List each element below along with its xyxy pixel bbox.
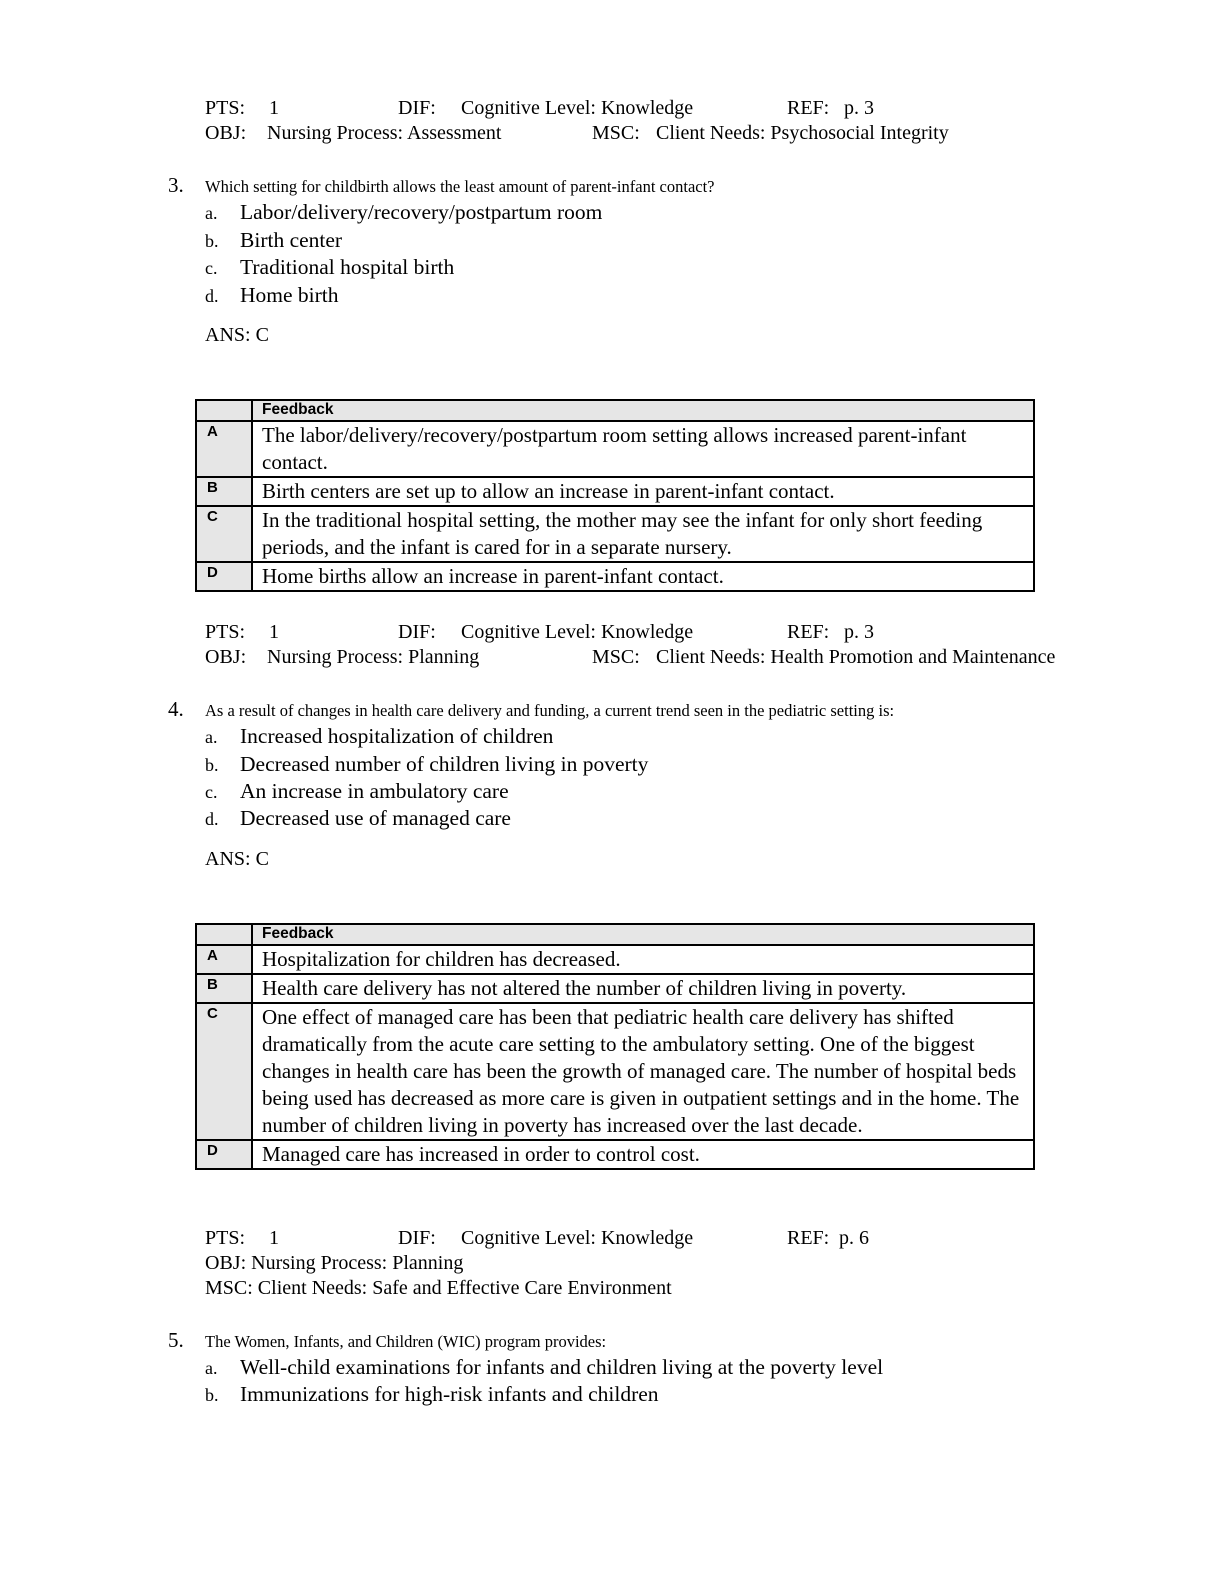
option-letter: a. bbox=[205, 1358, 218, 1378]
feedback-row bbox=[196, 421, 1034, 477]
q4-option-b bbox=[205, 752, 648, 777]
option-letter: b. bbox=[205, 231, 219, 251]
pts-value: 1 bbox=[269, 621, 279, 643]
feedback-key: D bbox=[196, 1140, 252, 1169]
feedback-row bbox=[196, 1003, 1034, 1140]
q2-meta-row-1 bbox=[205, 96, 874, 121]
msc-label: MSC: bbox=[592, 122, 640, 144]
feedback-header: Feedback bbox=[252, 400, 1034, 421]
q4-meta-obj: OBJ: Nursing Process: Planning bbox=[205, 1252, 464, 1274]
dif-label: DIF: bbox=[398, 97, 436, 119]
q4-option-c bbox=[205, 779, 509, 804]
option-text: Home birth bbox=[240, 283, 339, 307]
q4-meta-msc: MSC: Client Needs: Safe and Effective Care Environment bbox=[205, 1277, 672, 1299]
option-text: Traditional hospital birth bbox=[240, 255, 455, 279]
feedback-header-row bbox=[196, 924, 1034, 945]
dif-label: DIF: bbox=[398, 1227, 436, 1249]
question-4-number: 4. bbox=[168, 697, 184, 721]
question-3-number: 3. bbox=[168, 173, 184, 197]
ref-value: p. 3 bbox=[844, 621, 874, 643]
q5-option-b bbox=[205, 1382, 659, 1407]
q4-answer: ANS: C bbox=[205, 848, 269, 870]
option-letter: d. bbox=[205, 286, 219, 306]
pts-value: 1 bbox=[269, 1227, 279, 1249]
q5-option-a bbox=[205, 1355, 883, 1380]
dif-value: Cognitive Level: Knowledge bbox=[461, 1227, 694, 1249]
option-text: Immunizations for high-risk infants and children bbox=[240, 1382, 659, 1406]
pts-label: PTS: bbox=[205, 1227, 246, 1249]
q3-option-d bbox=[205, 283, 339, 308]
q2-meta-row-2 bbox=[205, 121, 949, 146]
msc-value: Client Needs: Health Promotion and Maintenance bbox=[656, 646, 1056, 668]
pts-label: PTS: bbox=[205, 97, 246, 119]
msc-label: MSC: bbox=[592, 646, 640, 668]
feedback-key: B bbox=[196, 477, 252, 506]
obj-label: OBJ: bbox=[205, 122, 247, 144]
option-text: Decreased number of children living in poverty bbox=[240, 752, 649, 776]
option-text: An increase in ambulatory care bbox=[240, 779, 509, 803]
obj-label: OBJ: bbox=[205, 646, 247, 668]
ref-label: REF: bbox=[787, 97, 830, 119]
option-text: Well-child examinations for infants and children living at the poverty level bbox=[240, 1355, 884, 1379]
q3-feedback-table bbox=[195, 399, 1035, 592]
feedback-text: The labor/delivery/recovery/postpartum room setting allows increased parent-infant contact. bbox=[252, 421, 1034, 477]
feedback-text: Managed care has increased in order to control cost. bbox=[252, 1140, 1034, 1169]
feedback-row bbox=[196, 506, 1034, 562]
msc-value: Client Needs: Psychosocial Integrity bbox=[656, 122, 949, 144]
ref-label: REF: bbox=[787, 621, 830, 643]
q3-answer: ANS: C bbox=[205, 324, 269, 346]
feedback-text: Home births allow an increase in parent-infant contact. bbox=[252, 562, 1034, 591]
option-letter: a. bbox=[205, 203, 218, 223]
dif-value: Cognitive Level: Knowledge bbox=[461, 621, 694, 643]
feedback-key: A bbox=[196, 421, 252, 477]
feedback-text: One effect of managed care has been that pediatric health care delivery has shifted dramatically from the acute care setting to the ambulatory setting. One of the biggest changes in health care has been the growth of managed care. The number of hospital beds being used has decreased as more care is given in outpatient settings and in the home. The number of children living in poverty has increased over the last decade. bbox=[252, 1003, 1034, 1140]
q4-feedback-table bbox=[195, 923, 1035, 1170]
dif-label: DIF: bbox=[398, 621, 436, 643]
option-letter: d. bbox=[205, 809, 219, 829]
option-text: Decreased use of managed care bbox=[240, 806, 511, 830]
feedback-key: C bbox=[196, 1003, 252, 1140]
feedback-row bbox=[196, 945, 1034, 974]
feedback-header-row bbox=[196, 400, 1034, 421]
q3-option-a bbox=[205, 200, 602, 225]
ref-value: p. 3 bbox=[844, 97, 874, 119]
option-text: Birth center bbox=[240, 228, 343, 252]
ref-value: p. 6 bbox=[839, 1227, 869, 1249]
question-3-stem: Which setting for childbirth allows the least amount of parent-infant contact? bbox=[205, 177, 715, 196]
question-5-stem: The Women, Infants, and Children (WIC) program provides: bbox=[205, 1332, 607, 1351]
dif-value: Cognitive Level: Knowledge bbox=[461, 97, 694, 119]
obj-value: Nursing Process: Planning bbox=[267, 646, 480, 668]
feedback-row bbox=[196, 477, 1034, 506]
option-letter: c. bbox=[205, 782, 218, 802]
feedback-text: In the traditional hospital setting, the mother may see the infant for only short feeding periods, and the infant is cared for in a separate nursery. bbox=[252, 506, 1034, 562]
feedback-row bbox=[196, 562, 1034, 591]
feedback-header: Feedback bbox=[252, 924, 1034, 945]
q3-option-b bbox=[205, 228, 342, 253]
feedback-row bbox=[196, 1140, 1034, 1169]
feedback-header-key bbox=[196, 924, 252, 945]
feedback-header-key bbox=[196, 400, 252, 421]
pts-label: PTS: bbox=[205, 621, 246, 643]
q3-meta-row-1 bbox=[205, 620, 874, 645]
feedback-row bbox=[196, 974, 1034, 1003]
feedback-text: Health care delivery has not altered the number of children living in poverty. bbox=[252, 974, 1034, 1003]
ref-label: REF: bbox=[787, 1227, 830, 1249]
feedback-key: D bbox=[196, 562, 252, 591]
question-4-stem: As a result of changes in health care delivery and funding, a current trend seen in the pediatric setting is: bbox=[205, 701, 895, 720]
option-text: Increased hospitalization of children bbox=[240, 724, 554, 748]
option-letter: a. bbox=[205, 727, 218, 747]
question-5-number: 5. bbox=[168, 1328, 184, 1352]
option-text: Labor/delivery/recovery/postpartum room bbox=[240, 200, 603, 224]
q4-option-d bbox=[205, 806, 511, 831]
q3-meta-row-2 bbox=[205, 645, 1056, 670]
pts-value: 1 bbox=[269, 97, 279, 119]
obj-value: Nursing Process: Assessment bbox=[267, 122, 502, 144]
q4-meta-row-1 bbox=[205, 1226, 869, 1251]
feedback-text: Hospitalization for children has decreased. bbox=[252, 945, 1034, 974]
q4-option-a bbox=[205, 724, 553, 749]
feedback-key: C bbox=[196, 506, 252, 562]
option-letter: c. bbox=[205, 258, 218, 278]
feedback-key: A bbox=[196, 945, 252, 974]
q3-option-c bbox=[205, 255, 454, 280]
option-letter: b. bbox=[205, 755, 219, 775]
feedback-text: Birth centers are set up to allow an increase in parent-infant contact. bbox=[252, 477, 1034, 506]
feedback-key: B bbox=[196, 974, 252, 1003]
option-letter: b. bbox=[205, 1385, 219, 1405]
